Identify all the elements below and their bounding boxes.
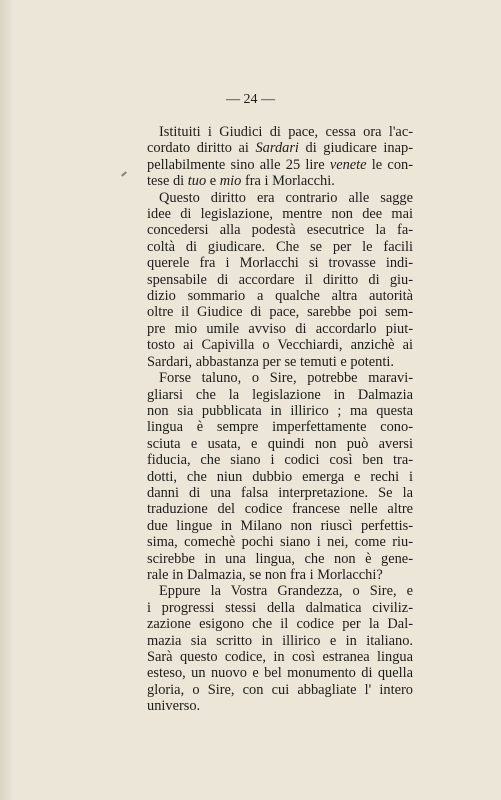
text-run: fiducia, che siano i codici così ben tra- — [147, 452, 413, 469]
text-run: zazione esigono che il codice per la Dal- — [147, 616, 413, 633]
text-line — [135, 321, 413, 337]
text-line — [135, 567, 413, 583]
text-run: mazia sia scritto in illirico e in italiano. — [147, 632, 413, 649]
text-line — [135, 501, 413, 517]
text-line — [135, 206, 413, 222]
text-run: rale in Dalmazia, se non fra i Morlacchi? — [147, 566, 383, 583]
text-line — [135, 469, 413, 485]
text-run: pellabilmente sino alle 25 lire — [147, 156, 330, 173]
text-line — [135, 649, 413, 665]
text-line — [135, 222, 413, 238]
text-run: gloria, o Sire, con cui abbagliate l' intero — [147, 681, 413, 698]
text-line — [135, 452, 413, 468]
page-number: — 24 — — [226, 92, 275, 107]
text-line — [135, 485, 413, 501]
text-line — [135, 272, 413, 288]
text-run: concedersi alla podestà esecutrice la fa- — [147, 222, 413, 239]
pencil-mark — [121, 171, 127, 176]
text-run: coltà di giudicare. Che se per le facili — [147, 238, 413, 255]
text-run: cordato diritto ai — [147, 140, 256, 157]
paragraph — [135, 124, 413, 190]
text-run: lingua è sempre imperfettamente cono- — [147, 419, 413, 436]
text-run: tosto ai Capivilla o Vecchiardi, anzichè ai — [147, 337, 413, 354]
text-run: scirebbe in una lingua, che non è gene- — [147, 550, 413, 567]
text-run: querele fra i Morlacchi si trovasse indi- — [147, 255, 413, 272]
italic-word: Sardari — [255, 140, 299, 157]
paragraph — [135, 583, 413, 714]
text-line — [135, 288, 413, 304]
text-run: e — [206, 173, 220, 190]
text-line — [135, 518, 413, 534]
text-run: tese di — [147, 173, 188, 190]
text-line — [135, 600, 413, 616]
body-text — [135, 124, 413, 715]
text-line — [135, 682, 413, 698]
text-run: sima, comechè pochi siano i nei, come riu- — [147, 534, 413, 551]
italic-word: venete — [329, 156, 367, 173]
text-run: idee di legislazione, mentre non dee mai — [147, 206, 413, 223]
text-line — [135, 698, 413, 714]
text-line — [135, 633, 413, 649]
text-line — [135, 419, 413, 435]
text-run: dizio sommario a qualche altra autorità — [147, 288, 413, 305]
text-line — [135, 354, 413, 370]
text-run: dotti, che niun dubbio emerga e rechi i — [147, 468, 413, 485]
text-line — [135, 436, 413, 452]
italic-word: mio — [219, 173, 242, 190]
text-line — [135, 583, 413, 599]
paragraph — [135, 370, 413, 583]
text-run: Questo diritto era contrario alle sagge — [159, 189, 413, 206]
text-line — [135, 665, 413, 681]
text-line — [135, 173, 413, 189]
text-run: pre mio umile avviso di accordarlo piut- — [147, 320, 413, 337]
text-run: di giudicare inap- — [298, 140, 413, 157]
text-run: i progressi stessi della dalmatica civiliz- — [147, 599, 413, 616]
text-line — [135, 124, 413, 140]
italic-word: tuo — [187, 173, 207, 190]
text-run: gliarsi che la legislazione in Dalmazia — [147, 386, 413, 403]
text-line — [135, 239, 413, 255]
text-line — [135, 337, 413, 353]
text-line — [135, 534, 413, 550]
text-run: universo. — [147, 698, 201, 715]
text-run: esteso, un nuovo e bel monumento di quella — [147, 665, 413, 682]
text-run: non sia pubblicata in illirico ; ma questa — [147, 402, 413, 419]
text-line — [135, 387, 413, 403]
text-line — [135, 403, 413, 419]
text-run: Sarà questo codice, in così estranea lingua — [147, 649, 413, 665]
text-run: fra i Morlacchi. — [241, 173, 335, 190]
text-run: traduzione del codice francese nelle altre — [147, 501, 413, 518]
text-line — [135, 157, 413, 173]
text-line — [135, 370, 413, 386]
text-run: Istituiti i Giudici di pace, cessa ora l'ac- — [159, 124, 413, 140]
text-run: Forse taluno, o Sire, potrebbe maravi- — [159, 370, 413, 387]
text-line — [135, 255, 413, 271]
text-line — [135, 190, 413, 206]
page-gutter-shadow — [0, 0, 14, 800]
text-run: Sardari, abbastanza per se temuti e potenti. — [147, 353, 394, 370]
text-line — [135, 140, 413, 156]
text-line — [135, 304, 413, 320]
text-run: danni di una falsa interpretazione. Se la — [147, 484, 413, 501]
text-run: sciuta e usata, e quindi non può aversi — [147, 435, 413, 452]
text-run: spensabile di accordare il diritto di giu- — [147, 271, 413, 288]
text-run: Eppure la Vostra Grandezza, o Sire, e — [159, 583, 413, 600]
paragraph — [135, 190, 413, 370]
text-run: le con- — [366, 156, 414, 173]
text-line — [135, 616, 413, 632]
text-run: due lingue in Milano non riuscì perfettis- — [147, 517, 413, 534]
text-line — [135, 551, 413, 567]
text-run: oltre il Giudice di pace, sarebbe poi sem- — [147, 304, 413, 321]
